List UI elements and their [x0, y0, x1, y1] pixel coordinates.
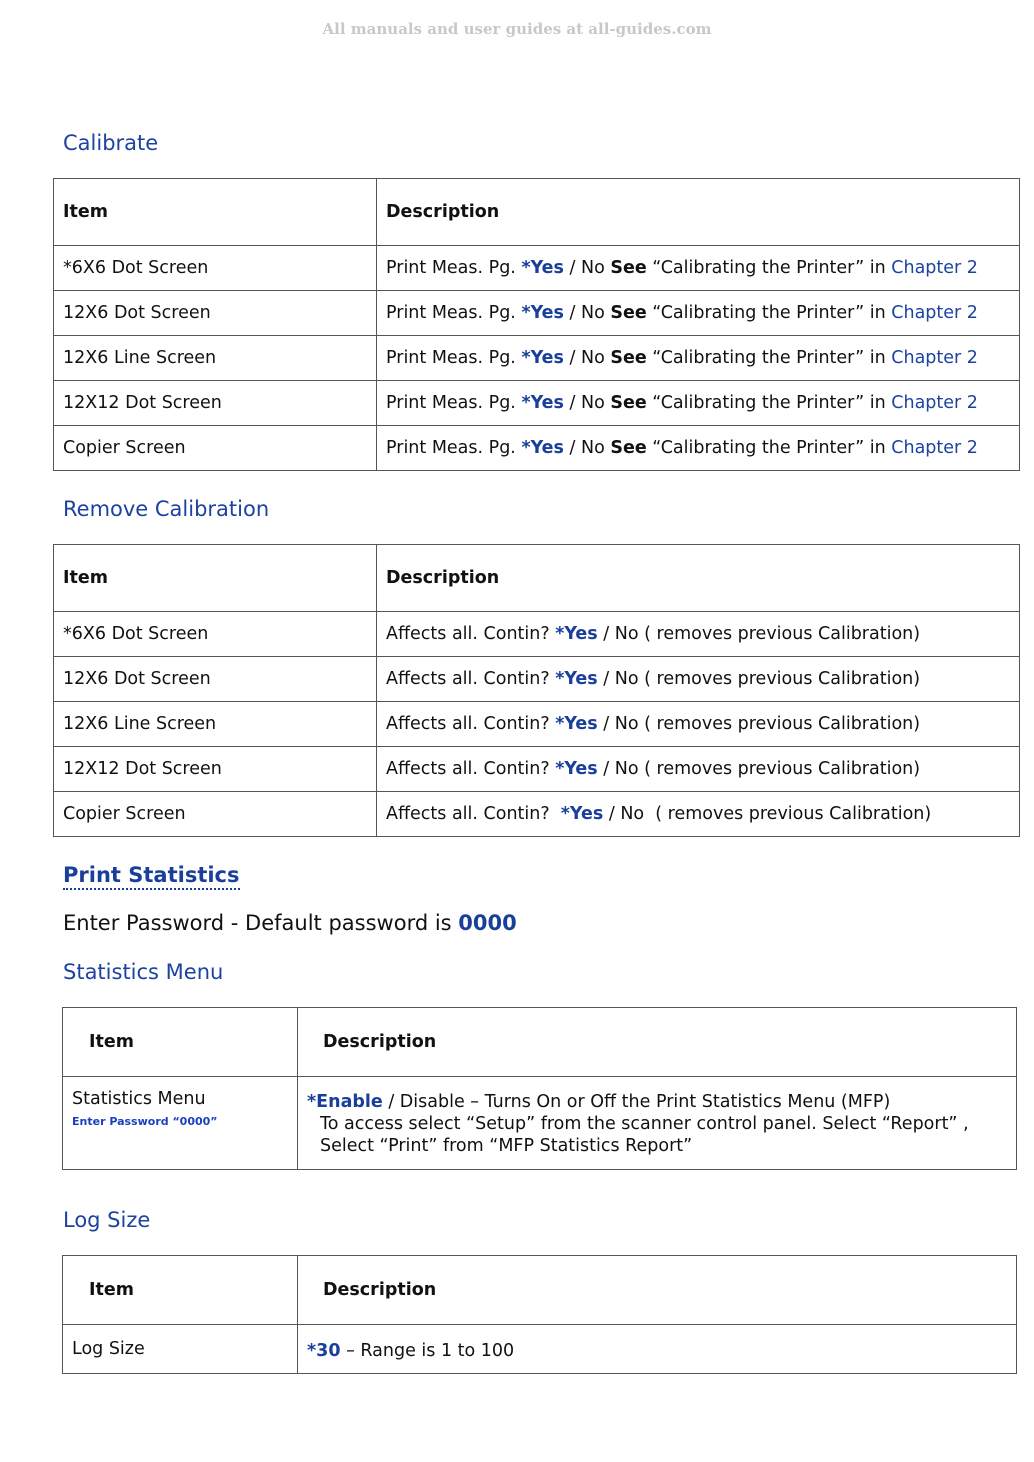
description-prefix: Affects all. Contin?	[386, 759, 556, 779]
description-cell	[377, 336, 1020, 381]
description-prefix: Print Meas. Pg.	[386, 438, 522, 458]
statistics-menu-heading: Statistics Menu	[63, 960, 224, 984]
default-enable-option: *Enable	[307, 1092, 383, 1112]
description-line-2: To access select “Setup” from the scanner control panel. Select “Report” ,	[320, 1114, 969, 1134]
item-cell: Copier Screen	[54, 792, 377, 837]
table-header-row	[63, 1008, 1017, 1077]
column-header-description: Description	[298, 1008, 1017, 1077]
table-row	[54, 612, 1020, 657]
description-prefix: Print Meas. Pg.	[386, 393, 522, 413]
no-option: / No	[563, 393, 611, 413]
default-yes-option: *Yes	[555, 669, 598, 689]
description-cell	[298, 1325, 1017, 1374]
reference-text: “Calibrating the Printer” in	[646, 258, 892, 278]
table-row	[54, 747, 1020, 792]
default-yes-option: *Yes	[521, 303, 564, 323]
range-text: – Range is 1 to 100	[340, 1341, 515, 1361]
default-yes-option: *Yes	[521, 348, 564, 368]
column-header-description: Description	[377, 179, 1020, 246]
default-yes-option: *Yes	[521, 393, 564, 413]
description-rest: / No ( removes previous Calibration)	[597, 759, 921, 779]
column-header-item: Item	[63, 1256, 298, 1325]
description-prefix: Affects all. Contin?	[386, 804, 561, 824]
description-line-3: Select “Print” from “MFP Statistics Report”	[320, 1136, 693, 1156]
description-cell	[298, 1077, 1017, 1170]
description-cell	[377, 657, 1020, 702]
statistics-menu-table	[62, 1007, 1017, 1170]
default-log-size-value: *30	[307, 1341, 341, 1361]
item-cell: 12X6 Line Screen	[54, 336, 377, 381]
calibrate-heading: Calibrate	[63, 131, 159, 155]
chapter-link[interactable]: Chapter 2	[891, 348, 978, 368]
item-cell	[63, 1077, 298, 1170]
description-cell	[377, 612, 1020, 657]
table-row	[54, 381, 1020, 426]
no-option: / No	[563, 348, 611, 368]
description-rest: / No ( removes previous Calibration)	[597, 669, 921, 689]
password-line	[63, 911, 517, 935]
description-cell	[377, 792, 1020, 837]
site-banner: All manuals and user guides at all-guides.com	[322, 20, 712, 38]
reference-text: “Calibrating the Printer” in	[646, 393, 892, 413]
column-header-item: Item	[54, 545, 377, 612]
reference-text: “Calibrating the Printer” in	[646, 348, 892, 368]
description-cell	[377, 747, 1020, 792]
description-prefix: Print Meas. Pg.	[386, 303, 522, 323]
see-label: See	[610, 303, 647, 323]
no-option: / No	[563, 303, 611, 323]
item-cell: 12X6 Dot Screen	[54, 657, 377, 702]
default-yes-option: *Yes	[560, 804, 604, 824]
description-prefix: Affects all. Contin?	[386, 714, 556, 734]
no-option: / No	[563, 438, 611, 458]
default-yes-option: *Yes	[521, 258, 564, 278]
password-line-text: Enter Password - Default password is	[63, 911, 459, 935]
description-prefix: Affects all. Contin?	[386, 624, 556, 644]
see-label: See	[610, 348, 647, 368]
item-cell: 12X6 Dot Screen	[54, 291, 377, 336]
description-cell	[377, 426, 1020, 471]
item-cell: Log Size	[63, 1325, 298, 1374]
default-yes-option: *Yes	[555, 714, 598, 734]
description-rest: / No ( removes previous Calibration)	[597, 714, 921, 734]
description-cell	[377, 291, 1020, 336]
item-cell: 12X6 Line Screen	[54, 702, 377, 747]
table-row	[54, 657, 1020, 702]
table-row	[54, 246, 1020, 291]
default-yes-option: *Yes	[521, 438, 564, 458]
see-label: See	[610, 393, 647, 413]
description-prefix: Affects all. Contin?	[386, 669, 556, 689]
description-rest: / No ( removes previous Calibration)	[603, 804, 932, 824]
description-cell	[377, 246, 1020, 291]
print-statistics-heading[interactable]: Print Statistics	[63, 862, 240, 890]
description-cell	[377, 381, 1020, 426]
item-cell: *6X6 Dot Screen	[54, 246, 377, 291]
description-prefix: Print Meas. Pg.	[386, 258, 522, 278]
chapter-link[interactable]: Chapter 2	[891, 393, 978, 413]
description-line-1	[307, 1091, 1007, 1113]
reference-text: “Calibrating the Printer” in	[646, 303, 892, 323]
column-header-item: Item	[63, 1008, 298, 1077]
password-note: Enter Password “0000”	[72, 1115, 218, 1128]
table-row	[54, 792, 1020, 837]
item-label: Statistics Menu	[72, 1089, 206, 1109]
item-cell: 12X12 Dot Screen	[54, 747, 377, 792]
reference-text: “Calibrating the Printer” in	[646, 438, 892, 458]
see-label: See	[610, 258, 647, 278]
column-header-item: Item	[54, 179, 377, 246]
description-rest: / No ( removes previous Calibration)	[597, 624, 921, 644]
calibrate-table	[53, 178, 1020, 471]
default-yes-option: *Yes	[555, 759, 598, 779]
description-cell	[377, 702, 1020, 747]
item-cell: Copier Screen	[54, 426, 377, 471]
description-line-1-rest: / Disable – Turns On or Off the Print Statistics Menu (MFP)	[382, 1092, 891, 1112]
chapter-link[interactable]: Chapter 2	[891, 303, 978, 323]
table-header-row	[54, 179, 1020, 246]
table-header-row	[54, 545, 1020, 612]
log-size-heading: Log Size	[63, 1208, 151, 1232]
table-row	[63, 1077, 1017, 1170]
remove-calibration-table	[53, 544, 1020, 837]
table-row	[63, 1325, 1017, 1374]
chapter-link[interactable]: Chapter 2	[891, 438, 978, 458]
remove-calibration-heading: Remove Calibration	[63, 497, 270, 521]
table-row	[54, 291, 1020, 336]
log-size-table	[62, 1255, 1017, 1374]
no-option: / No	[563, 258, 611, 278]
table-row	[54, 336, 1020, 381]
default-password-value: 0000	[458, 911, 517, 935]
item-cell: *6X6 Dot Screen	[54, 612, 377, 657]
table-row	[54, 702, 1020, 747]
default-yes-option: *Yes	[555, 624, 598, 644]
item-cell: 12X12 Dot Screen	[54, 381, 377, 426]
table-row	[54, 426, 1020, 471]
description-prefix: Print Meas. Pg.	[386, 348, 522, 368]
chapter-link[interactable]: Chapter 2	[891, 258, 978, 278]
see-label: See	[610, 438, 647, 458]
column-header-description: Description	[377, 545, 1020, 612]
column-header-description: Description	[298, 1256, 1017, 1325]
table-header-row	[63, 1256, 1017, 1325]
